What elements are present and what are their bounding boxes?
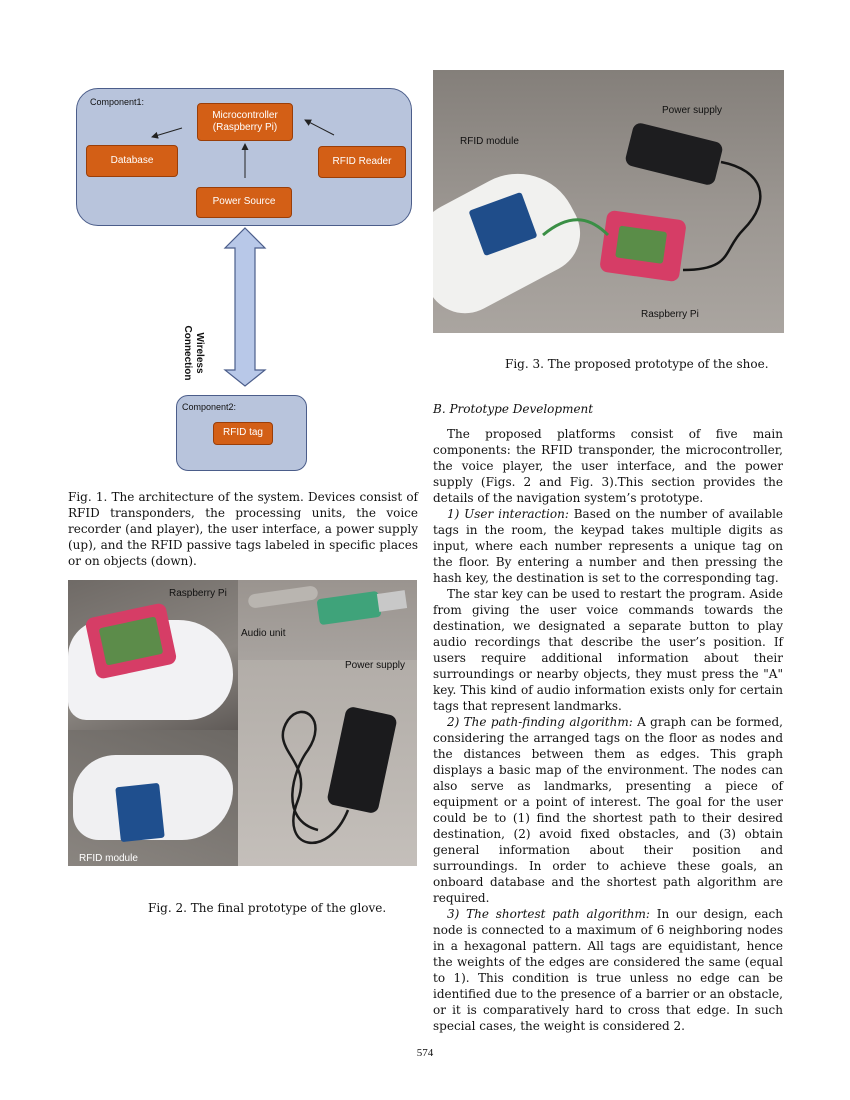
paragraph-5-text: In our design, each node is connected to a maximum of 6 neighboring nodes in a hexagonal pattern. All tags are equidistant, hence the weights of the edges are considered the same (equal to 1). This condition is true unless no edge can be identified due to the presence of a barrier or an obstacle, or it is comparatively hard to cross that edge. In such special cases, the weight is considered 2.	[433, 907, 783, 1033]
power-bank-photo	[238, 660, 417, 866]
power-cable	[238, 660, 417, 866]
fig3-label-power-supply: Power supply	[662, 105, 723, 116]
rfid-tag-box: RFID tag	[213, 422, 273, 445]
section-body	[433, 426, 783, 1034]
page-number: 574	[416, 1047, 434, 1059]
paragraph-2-text: Based on the number of available tags in the room, the keypad takes multiple digits as input, where each number represents a unique tag on the floor. By entering a number and then pressing the hash key, the destination is set to the corresponding tag.	[433, 507, 784, 585]
audio-unit-photo	[238, 580, 417, 660]
wireless-label: Wireless Connection	[182, 325, 205, 381]
paragraph-4	[433, 714, 783, 906]
fig2-label-raspberry-pi: Raspberry Pi	[169, 588, 227, 599]
fig2-label-audio-unit: Audio unit	[241, 628, 286, 639]
audio-jack	[247, 585, 318, 609]
wireless-double-arrow	[225, 228, 265, 386]
fig2-caption: Fig. 2. The final prototype of the glove.	[148, 901, 387, 915]
fig3-label-raspberry-pi: Raspberry Pi	[641, 309, 699, 320]
arrow-from-rfid-reader	[305, 120, 334, 135]
fig3-label-rfid-module: RFID module	[460, 136, 519, 147]
rfid-reader-box: RFID Reader	[318, 146, 406, 178]
fig2-photo	[68, 580, 417, 866]
database-box: Database	[86, 145, 178, 177]
audio-board	[316, 591, 381, 625]
fig3-caption: Fig. 3. The proposed prototype of the shoe.	[505, 357, 769, 371]
diagram-arrows	[60, 80, 430, 400]
paragraph-1: The proposed platforms consist of five main components: the RFID transponder, the microcontroller, the voice player, the user interface, and the power supply (Figs. 2 and Fig. 3).This section provides the details of the navigation system’s prototype.	[433, 427, 783, 505]
paragraph-3: The star key can be used to restart the program. Aside from giving the user voice commands towards the destination, we designated a separate button to play audio recordings that describe the user’s position. If users require additional information about their surroundings or nearby objects, they must press the "A" key. This kind of audio information exists only for certain tags that represent landmarks.	[433, 587, 783, 713]
shoe-cables	[433, 70, 784, 333]
rfid-module	[115, 783, 165, 842]
paragraph-2-heading: 1) User interaction:	[447, 507, 569, 521]
component1-label: Component1:	[90, 97, 145, 107]
glove-rfid-photo	[68, 730, 238, 866]
fig2-label-rfid-module: RFID module	[79, 853, 138, 864]
fig1-caption: Fig. 1. The architecture of the system. Devices consist of RFID transponders, the processing units, the voice recorder (and player), the user interface, a power supply (up), and the RFID passive tags labeled in specific places or on objects (down).	[68, 490, 418, 568]
fig2-label-power-supply: Power supply	[345, 660, 406, 671]
microcontroller-box: Microcontroller (Raspberry Pi)	[197, 103, 293, 141]
paragraph-4-text: A graph can be formed, considering the arranged tags on the floor as nodes and the distances between them as edges. This graph displays a basic map of the environment. The nodes can also serve as landmarks, presenting a piece of equipment or a point of interest. The goal for the user could be to (1) find the shortest path to their desired destination, (2) avoid fixed obstacles, and (3) obtain general information about their position and surroundings. In order to achieve these goals, an onboard database and the shortest path algorithm are required.	[433, 715, 783, 905]
power-source-box: Power Source	[196, 187, 292, 218]
glove-pi-photo	[68, 580, 238, 730]
fig3-photo	[433, 70, 784, 333]
paragraph-2	[433, 506, 783, 586]
arrow-to-database	[152, 128, 182, 137]
section-heading: B. Prototype Development	[433, 402, 594, 416]
usb-plug	[377, 590, 407, 612]
paragraph-5	[433, 906, 783, 1034]
paragraph-5-heading: 3) The shortest path algorithm:	[447, 907, 650, 921]
component2-label: Component2:	[182, 402, 237, 412]
paragraph-4-heading: 2) The path-finding algorithm:	[447, 715, 633, 729]
